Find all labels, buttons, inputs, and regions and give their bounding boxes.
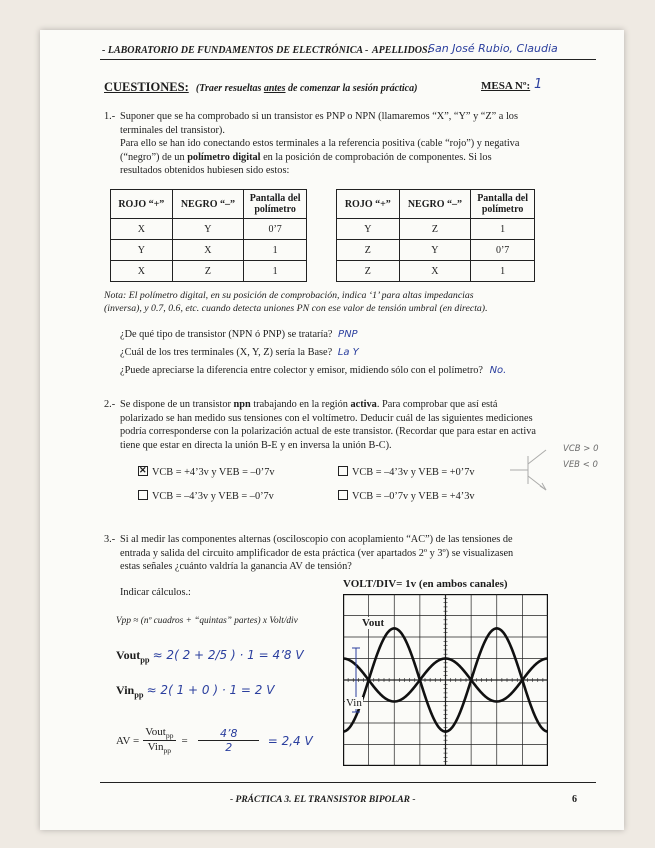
q1-question-base: ¿Cuál de los tres terminales (X, Y, Z) sería la Base? La Y bbox=[120, 347, 359, 358]
av-fraction: $\frac{Vout_{pp}}{Vin_{pp}}$ bbox=[145, 726, 174, 756]
col-header-pantalla: Pantalla del polímetro bbox=[244, 190, 307, 219]
av-calc: AV = $\frac{Vout_{pp}}{Vin_{pp}}$ = $\frac{4’8}{2}$ = 2,4 V bbox=[116, 726, 313, 756]
table-row: Z Y 0’7 bbox=[337, 240, 535, 261]
footer-title: - PRÁCTICA 3. EL TRANSISTOR BIPOLAR - bbox=[230, 795, 416, 805]
cuestiones-subtitle: (Traer resueltas antes de comenzar la sesión práctica) bbox=[195, 83, 418, 94]
answer-base: La Y bbox=[337, 347, 359, 358]
mesa-value: 1 bbox=[534, 77, 543, 92]
footer-rule bbox=[100, 782, 596, 783]
answer-type: PNP bbox=[338, 329, 358, 340]
apellidos-label: APELLIDOS: bbox=[372, 45, 431, 56]
q2-number: 2.- bbox=[104, 399, 116, 410]
header-rule bbox=[100, 59, 596, 60]
cuestiones-heading bbox=[104, 80, 417, 95]
q1-statement: Suponer que se ha comprobado si un transistor es PNP o NPN (llamaremos “X”, “Y” y “Z” a los terminales del transistor). Para ello se han ido conectando estos terminales a la referencia positiva (cable “rojo”) y negativa (“negro”) de un polímetro digital en la posición de comprobación de componentes. Si los resultados obtenidos hubiesen sido estos: bbox=[120, 111, 520, 176]
apellidos-value: San José Rubio, Claudia bbox=[428, 42, 558, 55]
q1-question-type: ¿De qué tipo de transistor (NPN ó PNP) se trataría? PNP bbox=[120, 329, 358, 340]
indicar-label: Indicar cálculos.: bbox=[120, 587, 191, 598]
av-result: = 2,4 V bbox=[267, 733, 313, 748]
vin-work: ≈ 2( 1 + 0 ) · 1 = 2 V bbox=[146, 683, 275, 697]
option-1-checkbox[interactable] bbox=[138, 466, 148, 476]
col-header-negro: NEGRO “–” bbox=[172, 190, 244, 219]
worksheet-page bbox=[40, 30, 624, 830]
option-2-checkbox[interactable] bbox=[338, 466, 348, 476]
table-row: X Y 0’7 bbox=[111, 219, 307, 240]
option-2[interactable]: VCB = –4’3v y VEB = +0’7v bbox=[338, 466, 475, 480]
col-header-rojo: ROJO “+” bbox=[111, 190, 173, 219]
vout-work: ≈ 2( 2 + 2/5 ) · 1 = 4’8 V bbox=[152, 648, 304, 662]
table-row: Z X 1 bbox=[337, 261, 535, 282]
vin-calc: Vin$_{pp}$ ≈ 2( 1 + 0 ) · 1 = 2 V bbox=[116, 683, 275, 700]
margin-note-veb: VEB < 0 bbox=[563, 460, 598, 470]
lab-title: - LABORATORIO DE FUNDAMENTOS DE ELECTRÓNICA - bbox=[102, 45, 369, 56]
option-4[interactable]: VCB = –0’7v y VEB = +4’3v bbox=[338, 490, 475, 504]
q1-question-collector: ¿Puede apreciarse la diferencia entre colector y emisor, midiendo sólo con el polímetro? No. bbox=[120, 365, 507, 376]
av-numeric-fraction: $\frac{4’8}{2}$ bbox=[194, 727, 264, 754]
mesa-label: MESA Nº: bbox=[481, 80, 531, 92]
q2-statement: Se dispone de un transistor npn trabajando en la región activa. Para comprobar que así está polarizado se han medido sus tensiones con el voltímetro. Deducir cuál de las siguientes mediciones podría corresponderse con la polarización actual de este transistor. (Recordar que para estar en activa tiene que estar en directa la unión B-E y en inversa la unión B-C). bbox=[120, 399, 536, 451]
cuestiones-title: CUESTIONES: bbox=[104, 80, 189, 94]
page-number: 6 bbox=[572, 794, 577, 805]
measurement-table-2 bbox=[336, 189, 535, 282]
table-row: Y X 1 bbox=[111, 240, 307, 261]
col-header-rojo: ROJO “+” bbox=[337, 190, 400, 219]
scope-label-vout: Vout bbox=[362, 617, 385, 629]
q1-number: 1.- bbox=[104, 111, 116, 122]
col-header-negro: NEGRO “–” bbox=[399, 190, 471, 219]
q3-statement: Si al medir las componentes alternas (osciloscopio con acoplamiento “AC”) de las tensiones de entrada y salida del circuito amplificador de esta práctica (ver apartados 2º y 3º) se visualizasen estas señales ¿cuánto valdría la ganancia AV de tensión? bbox=[120, 534, 514, 572]
table-row: X Z 1 bbox=[111, 261, 307, 282]
transistor-sketch bbox=[500, 438, 570, 503]
option-3[interactable]: VCB = –4’3v y VEB = –0’7v bbox=[138, 490, 274, 504]
q1-note: Nota: El polímetro digital, en su posición de comprobación, indica ‘1’ para altas impedancias (inversa), y 0.7, 0.6, etc. cuando detecta uniones PN con ese valor de tensión umbral (en directa). bbox=[104, 290, 488, 314]
vout-calc: Vout$_{pp}$ ≈ 2( 2 + 2/5 ) · 1 = 4’8 V bbox=[116, 648, 304, 665]
measurement-table-1 bbox=[110, 189, 307, 282]
col-header-pantalla: Pantalla del polímetro bbox=[471, 190, 535, 219]
scope-title: VOLT/DIV= 1v (en ambos canales) bbox=[343, 578, 508, 590]
option-4-checkbox[interactable] bbox=[338, 490, 348, 500]
scope-label-vin: Vin bbox=[346, 697, 362, 709]
option-3-checkbox[interactable] bbox=[138, 490, 148, 500]
answer-collector: No. bbox=[489, 365, 507, 376]
margin-note-vcb: VCB > 0 bbox=[563, 444, 599, 454]
vpp-formula: Vpp ≈ (nº cuadros + “quintas” partes) x Volt/div bbox=[116, 616, 298, 626]
q3-number: 3.- bbox=[104, 534, 116, 545]
option-1[interactable]: ✕VCB = +4’3v y VEB = –0’7v bbox=[138, 466, 275, 480]
table-row: Y Z 1 bbox=[337, 219, 535, 240]
